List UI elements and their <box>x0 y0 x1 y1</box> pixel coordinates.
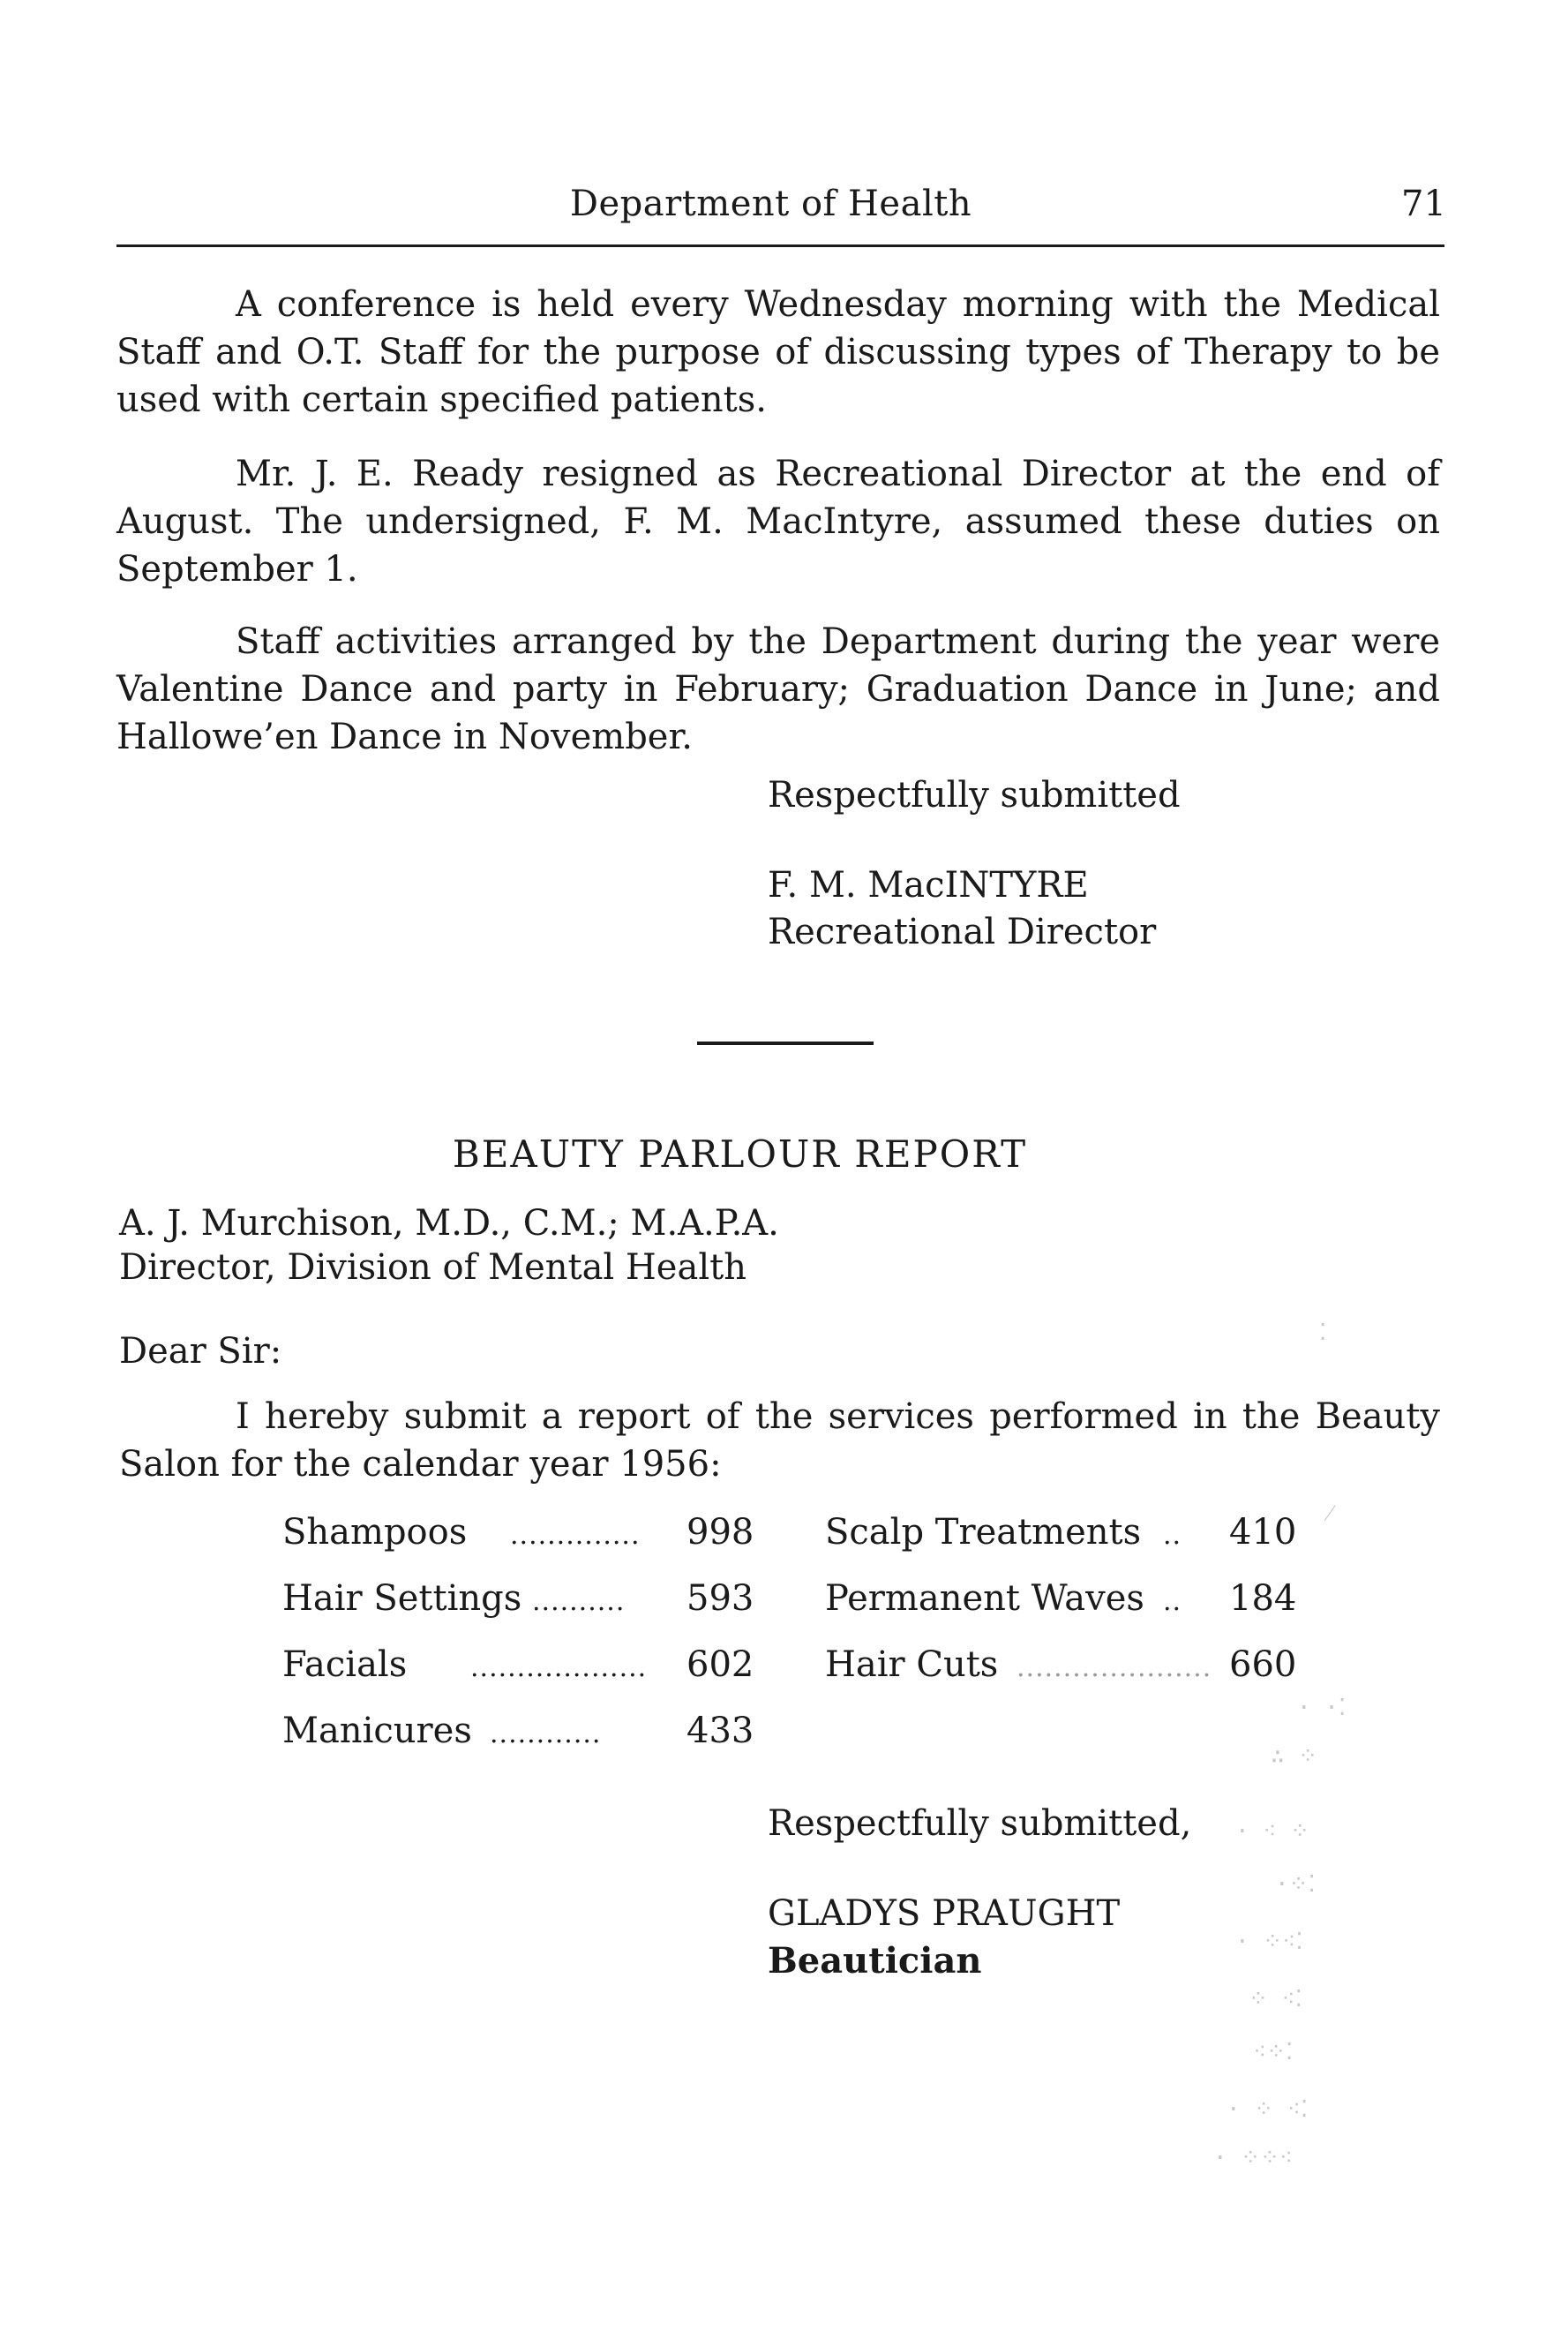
header-title: Department of Health <box>569 184 972 224</box>
paragraph-conference <box>116 281 1440 424</box>
service-shampoos-value: 998 <box>686 1512 754 1553</box>
running-header <box>0 184 1568 224</box>
service-permanent-waves-label: Permanent Waves <box>825 1578 1144 1619</box>
header-rule <box>116 244 1444 247</box>
service-scalp-treatments-leader: .. <box>1163 1520 1182 1551</box>
paragraph-staff-activities-text: Staff activities arranged by the Department during the year were Valentine Dance and party in February; Graduation Dance in June; and Hallowe’en Dance in November. <box>116 621 1440 757</box>
service-hair-cuts-leader: ..................... <box>1017 1652 1212 1683</box>
page-number: 71 <box>1401 184 1446 224</box>
service-scalp-treatments-label: Scalp Treatments <box>825 1512 1142 1553</box>
service-hair-settings-value: 593 <box>686 1578 754 1619</box>
service-hair-settings-leader: .......... <box>532 1586 626 1617</box>
paragraph-resignation <box>116 450 1440 593</box>
service-hair-cuts-label: Hair Cuts <box>825 1644 999 1685</box>
report-intro-text: I hereby submit a report of the services performed in the Beauty Salon for the calendar year 1956: <box>119 1396 1440 1485</box>
signature2-closing: Respectfully submitted, <box>768 1803 1192 1844</box>
signature2-title: Beautician <box>768 1940 982 1982</box>
service-permanent-waves-value: 184 <box>1229 1578 1297 1619</box>
signature2-name: GLADYS PRAUGHT <box>768 1893 1121 1934</box>
service-hair-settings-label: Hair Settings <box>282 1578 522 1619</box>
service-permanent-waves-leader: .. <box>1163 1586 1182 1617</box>
report-intro <box>119 1393 1440 1488</box>
service-facials-value: 602 <box>686 1644 754 1685</box>
report-heading <box>0 1132 1568 1176</box>
paragraph-staff-activities <box>116 618 1440 761</box>
addressee-name: A. J. Murchison, M.D., C.M.; M.A.P.A. <box>119 1203 779 1244</box>
service-shampoos-label: Shampoos <box>282 1512 468 1553</box>
service-manicures-label: Manicures <box>282 1711 472 1751</box>
signature1-name: F. M. MacINTYRE <box>768 865 1089 906</box>
service-hair-cuts-value: 660 <box>1229 1644 1297 1685</box>
service-manicures-leader: ............ <box>490 1719 602 1749</box>
section-separator <box>697 1042 874 1045</box>
service-scalp-treatments-value: 410 <box>1229 1512 1297 1553</box>
signature1-closing: Respectfully submitted <box>768 775 1181 816</box>
service-facials-leader: ................... <box>470 1652 648 1683</box>
addressee-title: Director, Division of Mental Health <box>119 1247 746 1288</box>
paragraph-resignation-text: Mr. J. E. Ready resigned as Recreational Director at the end of August. The undersigned, F. M. MacIntyre, assumed these duties on September 1. <box>116 454 1440 590</box>
signature1-title: Recreational Director <box>768 912 1157 952</box>
service-shampoos-leader: .............. <box>510 1520 641 1551</box>
document-page: Department of Health 71 A conference is held every Wednesday morning with the Medical Staff and O.T. Staff for the purpose of discussing types of Therapy to be used with certain specified patients. Mr. J. E. Ready resigned as Recreational Director at the end of August. The undersigned, F. M. MacIntyre, assumed these duties on September 1. Staff activities arranged by the Department during the year were Valentine Dance and party in February; Graduation Dance in June; and Hallowe’en Dance in November. Respectfully submitted F. M. MacINTYRE Recreational Director BEAUTY PARLOUR REPORT A. J. Murchison, M.D., C.M.; M.A.P.A. Director, Division of Mental Health Dear Sir: I hereby submit a report of the services performed in the Beauty Salon for the calendar year 1956: Shampoos .............. 998 Hair Settings .......... 593 Facials ................... 602 Manicures ............ 433 Scalp Treatments .. 410 Permanent Waves .. 184 Hair Cuts ..................... 660 Respectfully submitted, GLADYS PRAUGHT Beautician ⁚ ⁄ · ·⁚ ∴ ⁘ · ⁖ ⁘ ·⁘⁚ · ⁘⁖⁚ ⁘ ⁖⁚ ⁖⁘⁚ · ⁘ ⁖⁚ · ⁘⁘⁖ <box>0 0 1568 2339</box>
salutation: Dear Sir: <box>119 1331 282 1372</box>
service-manicures-value: 433 <box>686 1711 754 1751</box>
service-facials-label: Facials <box>282 1644 408 1685</box>
paragraph-conference-text: A conference is held every Wednesday morning with the Medical Staff and O.T. Staff for the purpose of discussing types of Therapy to be used with certain specified patients. <box>116 284 1440 420</box>
report-heading-text: BEAUTY PARLOUR REPORT <box>452 1132 1028 1176</box>
